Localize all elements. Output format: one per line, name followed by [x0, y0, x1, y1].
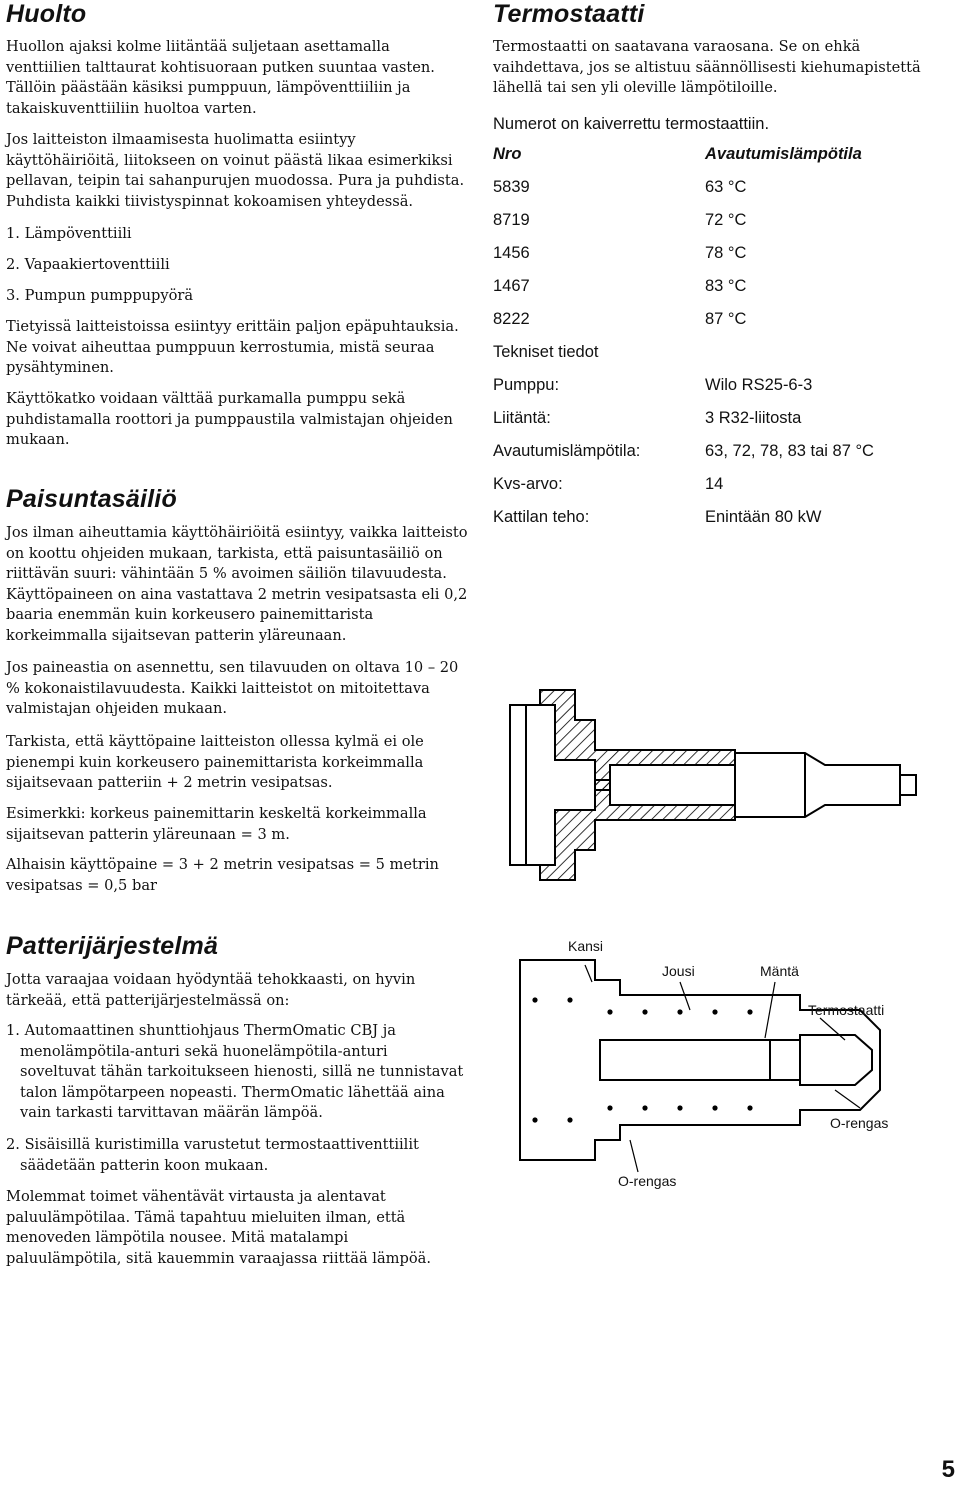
label-mantta: Mäntä: [760, 963, 799, 979]
huolto-paragraph-4: Käyttökatko voidaan välttää purkamalla pumppu sekä puhdistamalla roottori ja pumppaustila valmistajan ohjeiden mukaan.: [6, 390, 453, 448]
label-kansi: Kansi: [568, 938, 604, 954]
table-cell-nro: 5839: [493, 178, 530, 196]
engraving-note: Numerot on kaiverrettu termostaattiin.: [493, 115, 770, 133]
table-row: [493, 211, 943, 233]
tech-value: 63, 72, 78, 83 tai 87 °C: [705, 442, 874, 460]
label-termostaatti: Termostaatti: [808, 1002, 885, 1018]
tech-title-text: Tekniset tiedot: [493, 343, 599, 361]
tech-title: [493, 343, 943, 365]
tech-row: [493, 409, 943, 431]
table-cell-nro: 8222: [493, 310, 530, 328]
thermostat-cross-section-diagram: [500, 665, 940, 905]
patteri-paragraph-1: Jotta varaajaa voidaan hyödyntää tehokkaasti, on hyvin tärkeää, että patterijärjestelmässä on:: [6, 971, 416, 1009]
huolto-paragraph-2: Jos laitteiston ilmaamisesta huolimatta esiintyy käyttöhäiriöitä, liitokseen on voinut päästä likaa esimerkiksi pellavan, teipin tai sahanpurujen muodossa. Pura ja puhdista. Puhdista kaikki tiivistyspinnat kokoamisen yhteydessä.: [6, 131, 465, 210]
tech-row: [493, 475, 943, 497]
patteri-paragraph-2: Molemmat toimet vähentävät virtausta ja alentavat paluulämpötilaa. Tämä tapahtuu mieluiten ilman, että menoveden lämpötila nousee. Mitä matalampi paluulämpötila, sitä kauemmin varaajassa riittää lämpöä.: [6, 1188, 431, 1267]
paisunta-paragraph-2: Jos paineastia on asennettu, sen tilavuuden on oltava 10 – 20 % kokonaistilavuudesta. Kaikki laitteistot on mitoitettava valmistajan ohjeiden mukaan.: [6, 659, 459, 717]
header-nro: Nro: [493, 145, 522, 163]
huolto-heading: Huolto: [6, 0, 87, 28]
table-row: [493, 178, 943, 200]
paisunta-paragraph-1: Jos ilman aiheuttamia käyttöhäiriöitä esiintyy, vaikka laitteisto on koottu ohjeiden mukaan, tarkista, että paisuntasäiliö on riittävän suuri: vähintään 5 % avoimen säiliön tilavuudesta. Käyttöpaineen on aina vastattava 2 metrin vesipatsasta eli 0,2 baaria enemmän kuin korkeusero painemittarista korkeimmalla sijaitsevan patterin yläreunaan.: [6, 524, 468, 644]
tech-value: Enintään 80 kW: [705, 508, 822, 526]
tech-value: 14: [705, 475, 724, 493]
patteri-list-item-1: 1. Automaattinen shunttiohjaus ThermOmatic CBJ ja menolämpötila-anturi sekä huonelämpötila-anturi soveltuvat tähän tarkoitukseen hienosti, sillä ne tunnistavat talon lämpötarpeen nopeasti. ThermOmatic lähettää aina vain tarkasti tarvittavan määrän lämpöä.: [6, 1022, 464, 1121]
table-row: [493, 244, 943, 266]
paisunta-paragraph-4: Esimerkki: korkeus painemittarin keskeltä korkeimmalla sijaitsevan patterin yläreunaan = 3 m.: [6, 805, 427, 843]
table-row: [493, 277, 943, 299]
paisunta-paragraph-3: Tarkista, että käyttöpaine laitteiston ollessa kylmä ei ole pienempi kuin korkeusero painemittarista korkeimmalla sijaitsevaan patteriin + 2 metrin vesipatsas.: [6, 733, 424, 791]
tech-label: Pumppu:: [493, 376, 560, 394]
patteri-list-item-2: 2. Sisäisillä kuristimilla varustetut termostaattiventtiilit säädetään patterin koon mukaan.: [6, 1136, 419, 1174]
table-cell-temp: 83 °C: [705, 277, 747, 295]
huolto-paragraph-1: Huollon ajaksi kolme liitäntää suljetaan asettamalla venttiilien talttaurat kohtisuoraan putken suuntaa vasten. Tällöin päästään käsiksi pumppuun, lämpöventtiiliin ja takaiskuventtiiliin huoltoa varten.: [6, 38, 435, 117]
termostaatti-paragraph: Termostaatti on saatavana varaosana. Se on ehkä vaihdettava, jos se altistuu säännöllisesti kiehumapistettä lähellä tai sen yli oleville lämpötiloille.: [493, 38, 921, 96]
header-avautumislampotila: Avautumislämpötila: [705, 145, 862, 163]
paisunta-paragraph-5: Alhaisin käyttöpaine = 3 + 2 metrin vesipatsas = 5 metrin vesipatsas = 0,5 bar: [6, 856, 439, 894]
huolto-list-item-2: 2. Vapaakiertoventtiili: [6, 256, 170, 273]
table-cell-nro: 1467: [493, 277, 530, 295]
label-o-rengas-right: O-rengas: [830, 1115, 889, 1131]
table-cell-temp: 78 °C: [705, 244, 747, 262]
table-row: [493, 310, 943, 332]
patterijarjestelma-heading: Patterijärjestelmä: [6, 932, 219, 960]
tech-row: [493, 508, 943, 530]
table-cell-temp: 87 °C: [705, 310, 747, 328]
label-o-rengas-bottom: O-rengas: [618, 1173, 677, 1189]
tech-label: Avautumislämpötila:: [493, 442, 641, 460]
table-cell-temp: 72 °C: [705, 211, 747, 229]
tech-row: [493, 442, 943, 464]
huolto-paragraph-3: Tietyissä laitteistoissa esiintyy erittäin paljon epäpuhtauksia. Ne voivat aiheuttaa pumppuun kerrostumia, mistä seuraa pysähtyminen.: [6, 318, 459, 376]
paisuntasailio-heading: Paisuntasäiliö: [6, 485, 177, 513]
table-cell-nro: 1456: [493, 244, 530, 262]
label-jousi: Jousi: [662, 963, 695, 979]
table-cell-temp: 63 °C: [705, 178, 747, 196]
huolto-list-item-3: 3. Pumpun pumppupyörä: [6, 287, 194, 304]
tech-row: [493, 376, 943, 398]
thermostat-assembly-diagram: [500, 940, 940, 1180]
table-header: [493, 145, 943, 167]
table-cell-nro: 8719: [493, 211, 530, 229]
termostaatti-heading: Termostaatti: [493, 0, 645, 28]
tech-label: Liitäntä:: [493, 409, 551, 427]
tech-value: Wilo RS25-6-3: [705, 376, 813, 394]
tech-label: Kvs-arvo:: [493, 475, 563, 493]
tech-label: Kattilan teho:: [493, 508, 590, 526]
huolto-list-item-1: 1. Lämpöventtiili: [6, 225, 132, 242]
tech-value: 3 R32-liitosta: [705, 409, 802, 427]
page-number: 5: [941, 1456, 955, 1483]
